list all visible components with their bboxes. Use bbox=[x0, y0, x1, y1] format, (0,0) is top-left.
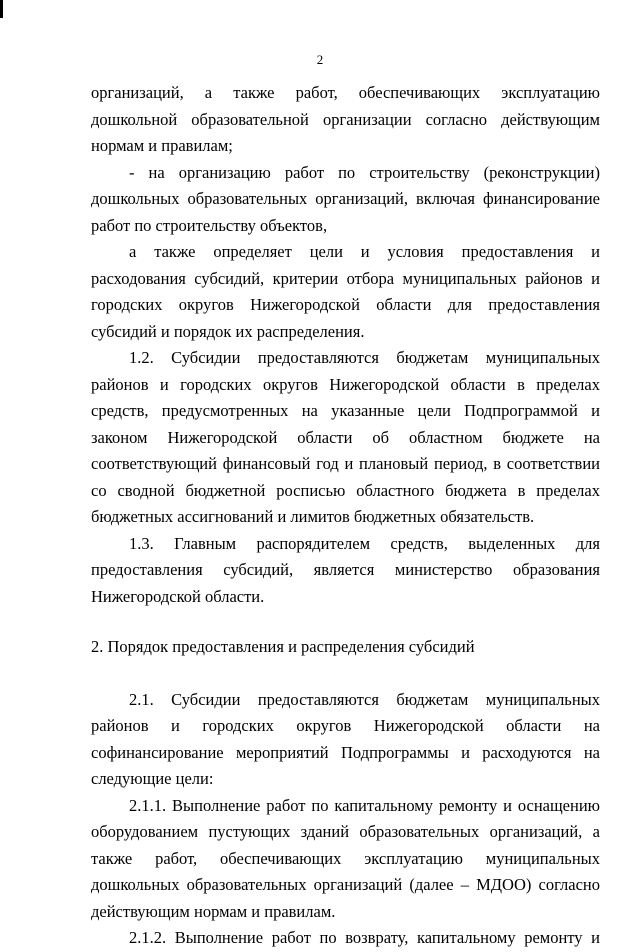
paragraph-2-1: 2.1. Субсидии предоставляются бюджетам муниципальных районов и городских округов Нижегородской области на софинансирование мероприятий Подпрограммы и расходуются на следующие цели: bbox=[91, 689, 600, 788]
paragraph-purpose: а также определяет цели и условия предоставления и расходования субсидий, критерии отбора муниципальных районов и городских округов Нижегородской области для предоставления субсидий и порядок их распределения. bbox=[91, 242, 600, 341]
document-body bbox=[91, 80, 600, 952]
paragraph-1-2: 1.2. Субсидии предоставляются бюджетам муниципальных районов и городских округов Нижегородской области в пределах средств, предусмотренных на указанные цели Подпрограммой и законом Нижегородской области об областном бюджете на соответствующий финансовый год и плановый период, в соответствии со сводной бюджетной росписью областного бюджета в пределах бюджетных ассигнований и лимитов бюджетных обязательств. bbox=[91, 348, 600, 526]
page-number: 2 bbox=[316, 52, 324, 67]
scan-edge-mark bbox=[0, 0, 3, 18]
paragraph-2-1-1: 2.1.1. Выполнение работ по капитальному ремонту и оснащению оборудованием пустующих зданий образовательных организаций, а также работ, обеспечивающих эксплуатацию муниципальных дошкольных образовательных организаций (далее – МДОО) согласно действующим нормам и правилам. bbox=[91, 795, 600, 921]
paragraph-1-3: 1.3. Главным распорядителем средств, выделенных для предоставления субсидий, является министерство образования Нижегородской области. bbox=[91, 533, 600, 606]
paragraph-continuation: организаций, а также работ, обеспечивающих эксплуатацию дошкольной образовательной организации согласно действующим нормам и правилам; bbox=[91, 83, 600, 155]
paragraph-construction-item: - на организацию работ по строительству (реконструкции) дошкольных образовательных организаций, включая финансирование работ по строительству объектов, bbox=[91, 162, 600, 235]
paragraph-2-1-2: 2.1.2. Выполнение работ по возврату, капитальному ремонту и bbox=[129, 928, 600, 947]
section-heading: 2. Порядок предоставления и распределения субсидий bbox=[91, 637, 475, 656]
